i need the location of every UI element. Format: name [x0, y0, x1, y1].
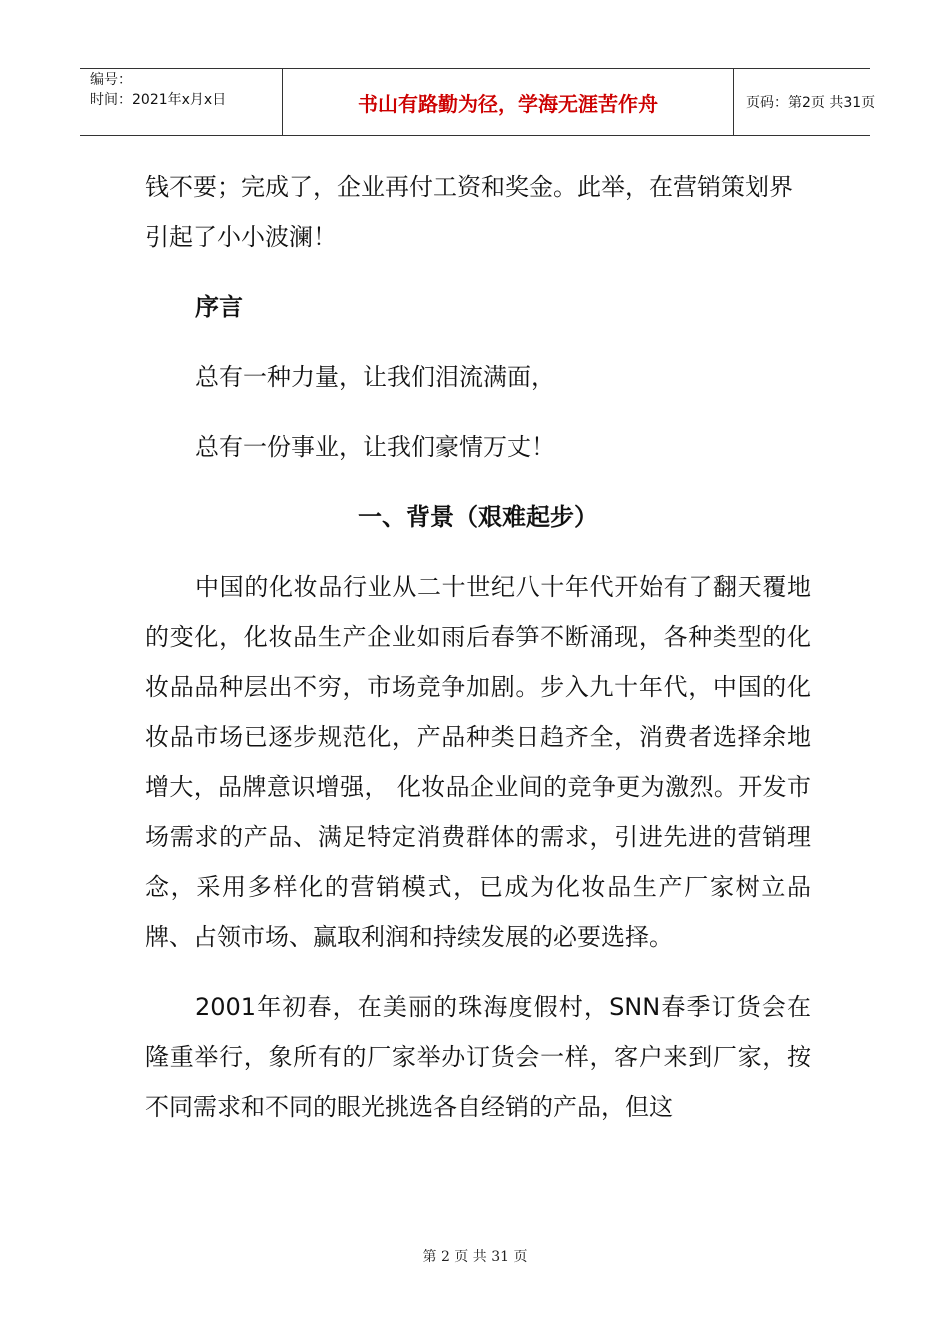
poem-line-2: 总有一份事业，让我们豪情万丈！	[195, 433, 555, 461]
header-motto: 书山有路勤为径，学海无涯苦作舟	[358, 91, 658, 116]
document-date-label: 时间：2021年x月x日	[90, 92, 227, 108]
poem-line-1: 总有一种力量，让我们泪流满面，	[195, 363, 555, 391]
page-footer: 第 2 页 共 31 页	[422, 1249, 528, 1265]
header-page-cell	[734, 69, 876, 135]
document-body	[145, 162, 811, 1152]
body-paragraph-1: 中国的化妆品行业从二十世纪八十年代开始有了翻天覆地的变化，化妆品生产企业如雨后春笋不断涌现，各种类型的化妆品品种层出不穷，市场竞争加剧。步入九十年代，中国的化妆品市场已逐步规范化，产品种类日趋齐全，消费者选择余地增大，品牌意识增强， 化妆品企业间的竞争更为激烈。开发市场需求的产品、满足特定消费群体的需求，引进先进的营销理念，采用多样化的营销模式，已成为化妆品生产厂家树立品牌、占领市场、赢取利润和持续发展的必要选择。	[145, 573, 811, 951]
document-header	[80, 68, 876, 136]
preface-heading: 序言	[195, 293, 243, 321]
header-motto-cell	[282, 69, 734, 135]
header-meta-cell	[80, 69, 282, 135]
header-page-info: 页码：第2页 共31页	[746, 95, 876, 111]
document-number-label: 编号：	[90, 72, 132, 88]
continuation-paragraph: 钱不要；完成了，企业再付工资和奖金。此举，在营销策划界引起了小小波澜！	[145, 173, 793, 251]
section-title: 一、背景（艰难起步）	[358, 503, 598, 531]
body-paragraph-2: 2001年初春，在美丽的珠海度假村，SNN春季订货会在隆重举行，象所有的厂家举办订货会一样，客户来到厂家，按不同需求和不同的眼光挑选各自经销的产品，但这	[145, 993, 811, 1121]
